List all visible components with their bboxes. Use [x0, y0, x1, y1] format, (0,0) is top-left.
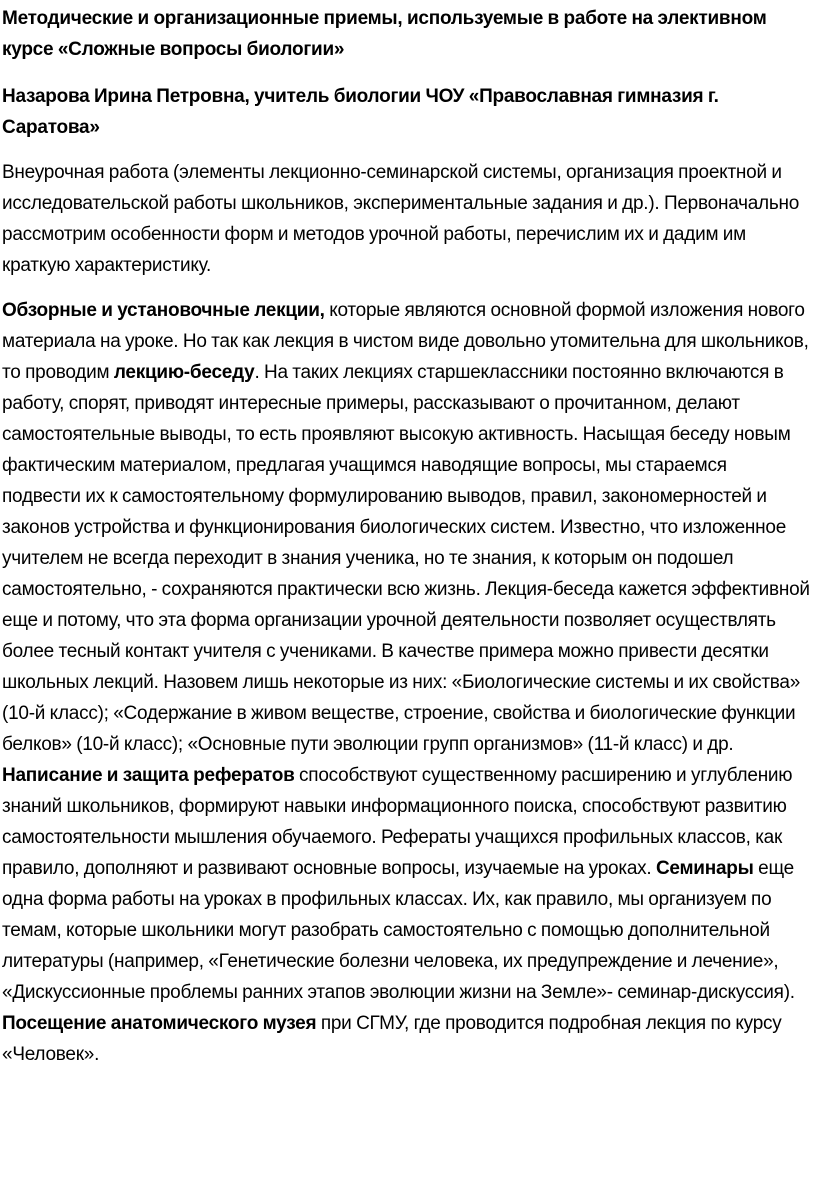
intro-paragraph: Внеурочная работа (элементы лекционно-семинарской системы, организация проектной и исследовательской работы школьников, экспериментальные задания и др.). Первоначально рассмотрим особенности форм и методов урочной работы, перечислим их и дадим им краткую характеристику. — [2, 162, 800, 276]
lectures-text-2: . На таких лекциях старшеклассники постоянно включаются в работу, спорят, приводят интересные примеры, рассказывают о прочитанном, делают самостоятельные выводы, то есть проявляют высокую активность. Насыщая беседу новым фактическим материалом, предлагая учащимся наводящие вопросы, мы стараемся подвести их к самостоятельному формулированию выводов, правил, закономерностей и законов устройства и функционирования биологических систем. Известно, что изложенное учителем не всегда переходит в знания ученика, но те знания, к которым он подошел самостоятельно, - сохраняются практически всю жизнь. Лекция-беседа кажется эффективной еще и потому, что эта форма организации урочной деятельности позволяет осуществлять более тесный контакт учителя с учениками. В качестве примера можно привести десятки школьных лекций. Назовем лишь некоторые из них: «Биологические системы и их свойства» (10-й класс); «Содержание в живом веществе, строение, свойства и биологические функции белков» (10-й класс); «Основные пути эволюции групп организмов» (11-й класс) и др. — [2, 362, 810, 755]
seminars-term: Семинары — [655, 858, 754, 879]
essays-paragraph — [2, 760, 810, 1070]
lecture-conversation-term: лекцию-беседу — [113, 362, 255, 383]
lectures-paragraph — [2, 295, 810, 760]
essays-text-3: при СГМУ, где проводится подробная лекция по курсу «Человек». — [2, 1013, 782, 1065]
lectures-text-1: которые являются основной формой изложения нового материала на уроке. Но так как лекция в чистом виде довольно утомительна для школьников, то проводим — [2, 300, 809, 383]
essays-text-2: еще одна форма работы на уроках в профильных классах. Их, как правило, мы организуем по темам, которые школьники могут разобрать самостоятельно с помощью дополнительной литературы (например, «Генетические болезни человека, их предупреждение и лечение», «Дискуссионные проблемы ранних этапов эволюции жизни на Земле»- семинар-дискуссия). — [2, 858, 795, 1003]
author-line: Назарова Ирина Петровна, учитель биологии ЧОУ «Православная гимназия г. Саратова» — [2, 86, 719, 138]
essays-text-1: способствуют существенному расширению и углублению знаний школьников, формируют навыки информационного поиска, способствуют развитию самостоятельности мышления обучаемого. Рефераты учащихся профильных классов, как правило, дополняют и развивают основные вопросы, изучаемые на уроках. — [2, 765, 793, 879]
document-title: Методические и организационные приемы, используемые в работе на элективном курсе «Сложные вопросы биологии» — [2, 8, 767, 60]
lectures-term: Обзорные и установочные лекции, — [2, 300, 325, 321]
essays-term: Написание и защита рефератов — [2, 765, 295, 786]
museum-visit-term: Посещение анатомического музея — [2, 1013, 317, 1034]
